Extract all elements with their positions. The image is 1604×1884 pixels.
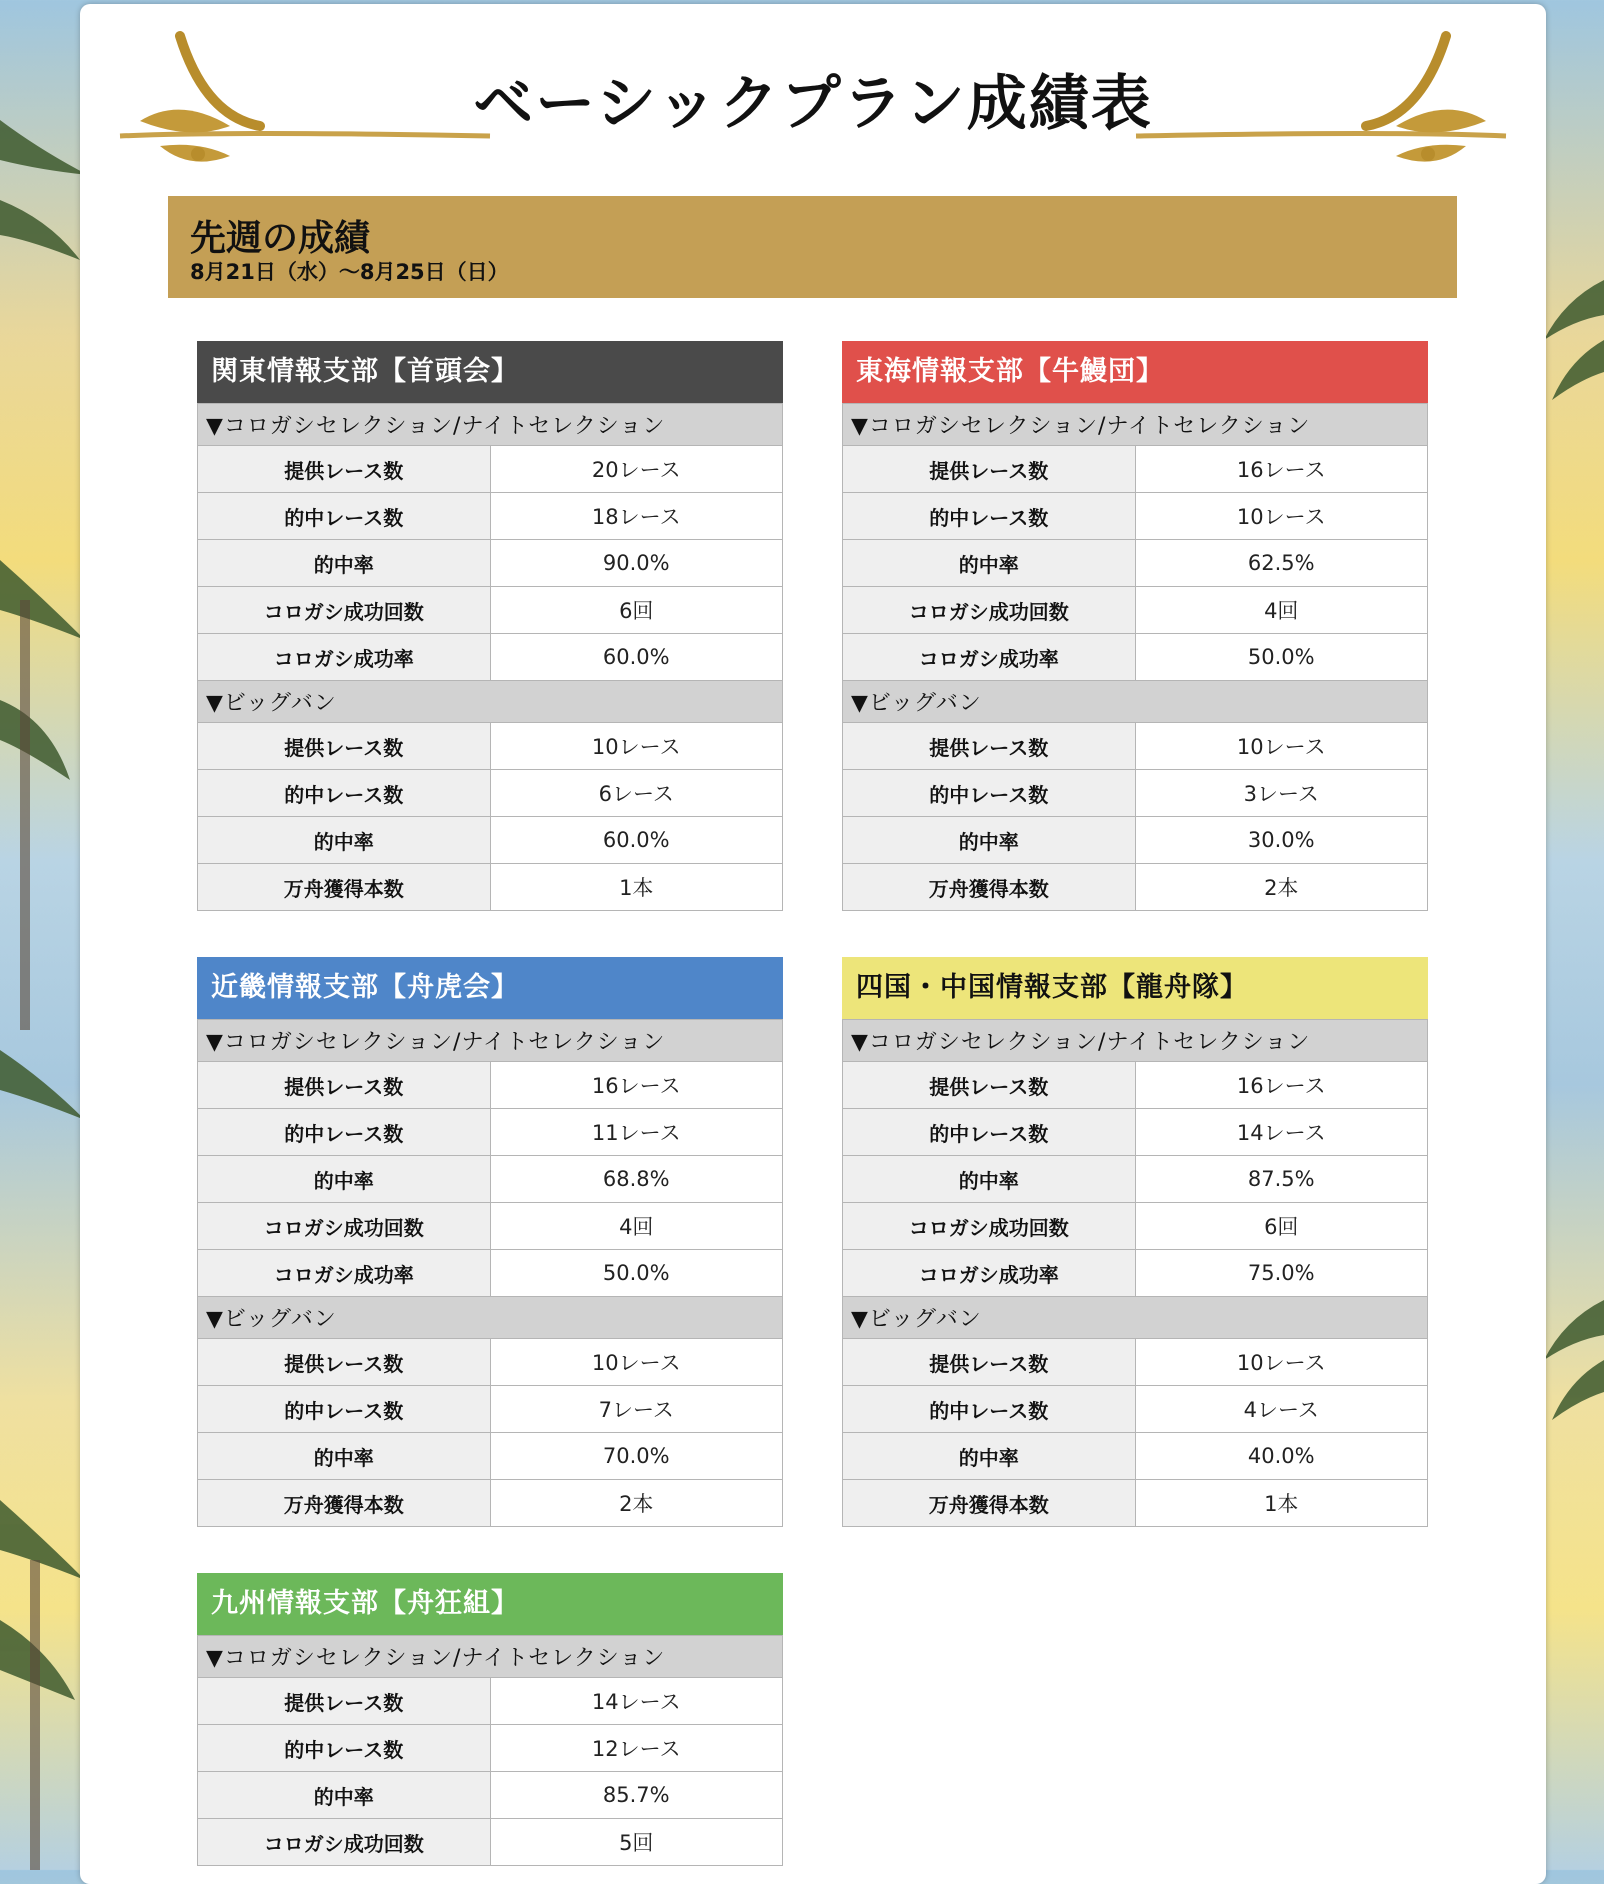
table-row xyxy=(198,864,783,911)
stat-label: 提供レース数 xyxy=(843,723,1136,770)
table-row xyxy=(843,1062,1428,1109)
table-row xyxy=(843,817,1428,864)
table-row xyxy=(843,587,1428,634)
branch-tokai xyxy=(842,341,1428,911)
stat-label: コロガシ成功回数 xyxy=(198,1819,491,1866)
table-row xyxy=(843,1386,1428,1433)
stat-label: コロガシ成功回数 xyxy=(198,1203,491,1250)
section-title: ▼ビッグバン xyxy=(198,681,783,723)
table-row xyxy=(198,1433,783,1480)
last-week-banner xyxy=(168,196,1457,298)
table-row xyxy=(843,1250,1428,1297)
table-row xyxy=(843,493,1428,540)
table-row xyxy=(198,1772,783,1819)
section-row xyxy=(198,404,783,446)
stat-label: 提供レース数 xyxy=(198,1062,491,1109)
stat-label: 提供レース数 xyxy=(198,723,491,770)
stat-label: 的中レース数 xyxy=(198,770,491,817)
stat-value: 4レース xyxy=(1135,1386,1428,1433)
stat-value: 70.0% xyxy=(490,1433,783,1480)
stat-label: 提供レース数 xyxy=(198,1678,491,1725)
table-row xyxy=(198,817,783,864)
section-title: ▼ビッグバン xyxy=(843,1297,1428,1339)
stat-label: 的中レース数 xyxy=(843,1386,1136,1433)
stat-label: 的中率 xyxy=(198,1156,491,1203)
table-row xyxy=(198,1678,783,1725)
stat-value: 10レース xyxy=(1135,723,1428,770)
stat-value: 7レース xyxy=(490,1386,783,1433)
page-title: ベーシックプラン成績表 xyxy=(473,69,1153,139)
stat-value: 40.0% xyxy=(1135,1433,1428,1480)
section-row xyxy=(843,1297,1428,1339)
stat-value: 30.0% xyxy=(1135,817,1428,864)
week-title: 先週の成績 xyxy=(190,218,371,259)
table-row xyxy=(198,634,783,681)
palm-tree-icon xyxy=(0,0,90,1870)
table-row xyxy=(843,1433,1428,1480)
table-row xyxy=(843,770,1428,817)
stat-label: コロガシ成功率 xyxy=(198,634,491,681)
stats-table xyxy=(197,403,783,911)
stat-value: 6回 xyxy=(1135,1203,1428,1250)
stat-value: 1本 xyxy=(490,864,783,911)
stat-value: 18レース xyxy=(490,493,783,540)
section-title: ▼コロガシセレクション/ナイトセレクション xyxy=(198,1636,783,1678)
results-card xyxy=(80,4,1546,1884)
table-row xyxy=(198,446,783,493)
stat-label: 的中率 xyxy=(198,817,491,864)
stat-value: 6レース xyxy=(490,770,783,817)
stats-table xyxy=(842,403,1428,911)
stat-value: 10レース xyxy=(490,1339,783,1386)
table-row xyxy=(198,1339,783,1386)
stat-value: 4回 xyxy=(490,1203,783,1250)
stats-table xyxy=(197,1635,783,1866)
table-row xyxy=(843,1156,1428,1203)
stat-label: コロガシ成功率 xyxy=(198,1250,491,1297)
stat-label: 的中レース数 xyxy=(843,493,1136,540)
stat-value: 10レース xyxy=(490,723,783,770)
stat-label: 提供レース数 xyxy=(198,1339,491,1386)
table-row xyxy=(843,1339,1428,1386)
section-row xyxy=(198,1020,783,1062)
stat-label: コロガシ成功回数 xyxy=(843,1203,1136,1250)
stat-value: 16レース xyxy=(1135,1062,1428,1109)
branch-header: 東海情報支部【牛鰻団】 xyxy=(842,341,1428,403)
stat-value: 50.0% xyxy=(490,1250,783,1297)
table-row xyxy=(198,1203,783,1250)
stat-label: 万舟獲得本数 xyxy=(843,864,1136,911)
stat-value: 12レース xyxy=(490,1725,783,1772)
section-row xyxy=(198,681,783,723)
stat-label: 的中率 xyxy=(198,1433,491,1480)
table-row xyxy=(198,540,783,587)
stat-value: 14レース xyxy=(1135,1109,1428,1156)
stat-value: 75.0% xyxy=(1135,1250,1428,1297)
branch-kyushu xyxy=(197,1573,783,1866)
stat-label: 的中率 xyxy=(843,540,1136,587)
section-row xyxy=(198,1297,783,1339)
section-row xyxy=(843,681,1428,723)
stat-label: コロガシ成功回数 xyxy=(198,587,491,634)
background-beach-left xyxy=(0,0,90,1870)
table-row xyxy=(198,1156,783,1203)
stat-label: 的中率 xyxy=(198,1772,491,1819)
background-beach-right xyxy=(1544,0,1604,1870)
table-row xyxy=(843,634,1428,681)
stat-value: 50.0% xyxy=(1135,634,1428,681)
section-title: ▼コロガシセレクション/ナイトセレクション xyxy=(198,1020,783,1062)
table-row xyxy=(843,1109,1428,1156)
table-row xyxy=(198,723,783,770)
stat-label: 提供レース数 xyxy=(198,446,491,493)
stat-value: 14レース xyxy=(490,1678,783,1725)
stat-label: コロガシ成功率 xyxy=(843,634,1136,681)
stat-label: 的中率 xyxy=(198,540,491,587)
stat-label: 提供レース数 xyxy=(843,1339,1136,1386)
branch-header: 関東情報支部【首頭会】 xyxy=(197,341,783,403)
stat-value: 60.0% xyxy=(490,817,783,864)
table-row xyxy=(198,493,783,540)
section-title: ▼コロガシセレクション/ナイトセレクション xyxy=(843,404,1428,446)
stat-value: 10レース xyxy=(1135,1339,1428,1386)
stat-value: 3レース xyxy=(1135,770,1428,817)
table-row xyxy=(843,1480,1428,1527)
section-title: ▼ビッグバン xyxy=(198,1297,783,1339)
title-header xyxy=(80,4,1546,174)
stat-label: コロガシ成功率 xyxy=(843,1250,1136,1297)
branch-header: 九州情報支部【舟狂組】 xyxy=(197,1573,783,1635)
stat-value: 85.7% xyxy=(490,1772,783,1819)
table-row xyxy=(843,540,1428,587)
stat-label: 提供レース数 xyxy=(843,1062,1136,1109)
table-row xyxy=(198,1819,783,1866)
section-row xyxy=(843,404,1428,446)
table-row xyxy=(198,1725,783,1772)
stat-value: 6回 xyxy=(490,587,783,634)
table-row xyxy=(843,864,1428,911)
stat-label: 的中レース数 xyxy=(198,493,491,540)
stat-value: 5回 xyxy=(490,1819,783,1866)
branch-kinki xyxy=(197,957,783,1527)
stat-label: 的中率 xyxy=(843,1433,1136,1480)
table-row xyxy=(198,1480,783,1527)
table-row xyxy=(843,723,1428,770)
stat-value: 10レース xyxy=(1135,493,1428,540)
stat-label: 的中率 xyxy=(843,817,1136,864)
stat-value: 1本 xyxy=(1135,1480,1428,1527)
stat-value: 62.5% xyxy=(1135,540,1428,587)
stat-label: 万舟獲得本数 xyxy=(198,864,491,911)
stat-value: 87.5% xyxy=(1135,1156,1428,1203)
section-title: ▼コロガシセレクション/ナイトセレクション xyxy=(843,1020,1428,1062)
table-row xyxy=(198,1109,783,1156)
stat-value: 90.0% xyxy=(490,540,783,587)
branch-kanto xyxy=(197,341,783,911)
section-row xyxy=(198,1636,783,1678)
stat-label: 的中レース数 xyxy=(843,1109,1136,1156)
stat-label: 万舟獲得本数 xyxy=(843,1480,1136,1527)
stat-label: 的中レース数 xyxy=(198,1725,491,1772)
stat-label: 提供レース数 xyxy=(843,446,1136,493)
stat-value: 11レース xyxy=(490,1109,783,1156)
stat-value: 4回 xyxy=(1135,587,1428,634)
table-row xyxy=(843,1203,1428,1250)
branch-shikoku-chugoku xyxy=(842,957,1428,1527)
stat-value: 68.8% xyxy=(490,1156,783,1203)
week-date-range: 8月21日（水）〜8月25日（日） xyxy=(190,260,509,284)
section-title: ▼コロガシセレクション/ナイトセレクション xyxy=(198,404,783,446)
stats-table xyxy=(842,1019,1428,1527)
section-title: ▼ビッグバン xyxy=(843,681,1428,723)
stat-value: 16レース xyxy=(490,1062,783,1109)
palm-tree-icon xyxy=(1544,0,1604,1870)
table-row xyxy=(198,1386,783,1433)
stat-label: コロガシ成功回数 xyxy=(843,587,1136,634)
stat-value: 2本 xyxy=(490,1480,783,1527)
stat-label: 的中レース数 xyxy=(843,770,1136,817)
stat-value: 2本 xyxy=(1135,864,1428,911)
branch-header: 四国・中国情報支部【龍舟隊】 xyxy=(842,957,1428,1019)
stat-label: 的中レース数 xyxy=(198,1386,491,1433)
table-row xyxy=(198,770,783,817)
stat-label: 的中率 xyxy=(843,1156,1136,1203)
section-row xyxy=(843,1020,1428,1062)
stat-label: 万舟獲得本数 xyxy=(198,1480,491,1527)
stat-value: 60.0% xyxy=(490,634,783,681)
stat-value: 20レース xyxy=(490,446,783,493)
table-row xyxy=(198,1250,783,1297)
stat-label: 的中レース数 xyxy=(198,1109,491,1156)
stat-value: 16レース xyxy=(1135,446,1428,493)
stats-table xyxy=(197,1019,783,1527)
table-row xyxy=(198,1062,783,1109)
table-row xyxy=(198,587,783,634)
table-row xyxy=(843,446,1428,493)
branch-header: 近畿情報支部【舟虎会】 xyxy=(197,957,783,1019)
